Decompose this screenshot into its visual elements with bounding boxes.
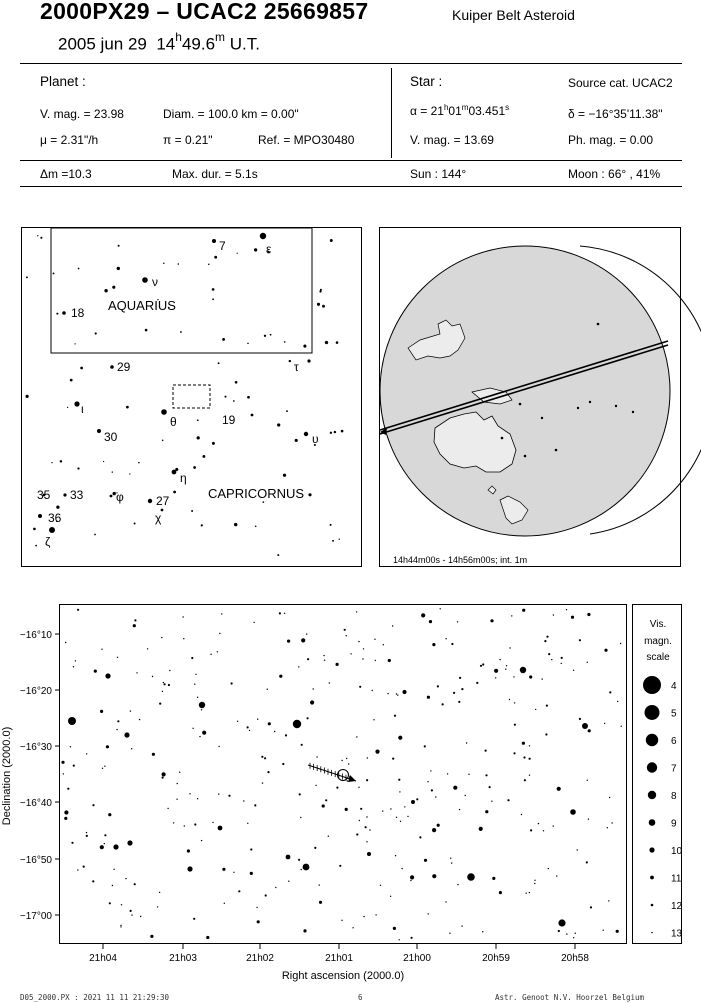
scale-title-line3: scale xyxy=(646,652,670,663)
background-star xyxy=(336,341,339,344)
scale-title-line2: magn. xyxy=(644,636,672,647)
background-star xyxy=(289,360,291,362)
ra-m-unit: m xyxy=(461,103,469,112)
named-star-label: θ xyxy=(170,415,177,429)
planet-parallax: π = 0.21" xyxy=(163,133,213,147)
background-star xyxy=(224,396,226,398)
background-star xyxy=(197,436,200,439)
island xyxy=(541,417,543,419)
background-star xyxy=(118,245,120,247)
scale-rows xyxy=(643,676,683,940)
named-star-label: 7 xyxy=(219,239,226,253)
named-star-dot xyxy=(38,514,42,518)
dec-tick-label: −16°50 xyxy=(19,855,52,866)
footer-file-info: D05_2000.PX : 2021 11 11 21:29:30 xyxy=(20,993,170,1002)
background-star xyxy=(129,473,130,474)
island xyxy=(501,437,504,440)
background-star xyxy=(212,298,214,300)
background-star xyxy=(330,239,333,242)
aquarius-inset-box xyxy=(51,228,312,353)
background-star xyxy=(325,341,328,344)
named-star-label: 36 xyxy=(48,511,62,525)
background-star xyxy=(53,272,55,274)
background-star xyxy=(51,462,52,463)
footer-organization: Astr. Genoot N.V. Hoorzel Belgium xyxy=(495,993,645,1002)
named-star-dot xyxy=(110,365,114,369)
island xyxy=(615,405,617,407)
sun-elongation: Sun : 144° xyxy=(410,167,467,181)
constellation-map xyxy=(21,227,362,567)
background-star xyxy=(319,290,321,292)
background-star xyxy=(67,407,68,408)
ra-axis-label: Right ascension (2000.0) xyxy=(281,970,405,982)
planet-diameter: Diam. = 100.0 km = 0.00" xyxy=(163,107,299,121)
hour-unit: h xyxy=(175,30,182,44)
background-star xyxy=(202,455,205,458)
ra-h-unit: h xyxy=(443,103,449,112)
scale-mag-label: 13 xyxy=(671,928,683,940)
scale-star-dot xyxy=(650,876,654,880)
background-star xyxy=(33,528,36,531)
background-star xyxy=(178,263,180,265)
scale-mag-label: 6 xyxy=(671,736,677,747)
named-star-dot xyxy=(97,429,101,433)
background-star xyxy=(126,406,129,409)
planet-vmag: V. mag. = 23.98 xyxy=(40,107,124,121)
named-star-dot xyxy=(260,233,266,239)
named-star-label: χ xyxy=(155,511,162,525)
star-phmag: Ph. mag. = 0.00 xyxy=(568,133,654,147)
header-divider-vertical xyxy=(391,68,392,158)
named-star-label: ν xyxy=(152,275,158,289)
background-star xyxy=(214,256,217,259)
background-star xyxy=(222,338,225,341)
background-star xyxy=(254,248,257,251)
ra-prefix: α = 21 xyxy=(410,104,444,118)
background-star xyxy=(208,263,210,265)
background-star xyxy=(235,381,238,384)
background-star xyxy=(237,253,238,254)
background-star xyxy=(212,442,215,445)
dec-axis-ticks xyxy=(20,630,59,922)
header-divider-top xyxy=(20,63,682,64)
named-star-dot xyxy=(251,414,254,417)
star-source-catalog: Source cat. UCAC2 xyxy=(568,76,673,90)
background-star xyxy=(233,400,235,402)
moon-info: Moon : 66° , 41% xyxy=(568,167,661,181)
background-star xyxy=(80,367,83,370)
footer-page-number: 6 xyxy=(358,993,363,1002)
background-star xyxy=(234,523,237,526)
background-star xyxy=(334,431,336,433)
scale-star-dot xyxy=(648,791,656,799)
island xyxy=(632,411,634,413)
background-star xyxy=(308,493,311,496)
named-star-label: υ xyxy=(312,432,319,446)
background-star xyxy=(37,235,38,236)
background-star xyxy=(277,423,280,426)
scale-star-dot xyxy=(651,904,654,907)
named-star-label: ε xyxy=(266,242,272,256)
named-star-dot xyxy=(62,311,66,315)
ra-tick-label: 21h00 xyxy=(403,953,431,964)
event-date: 2005 jun 29 xyxy=(58,34,147,54)
background-star xyxy=(330,432,332,434)
background-star xyxy=(262,501,264,503)
scale-star-dot xyxy=(645,705,660,720)
named-star-label: τ xyxy=(294,360,299,374)
globe-time-caption: 14h44m00s - 14h56m00s; int. 1m xyxy=(393,555,528,565)
scale-mag-label: 9 xyxy=(671,818,677,830)
named-star-dot xyxy=(212,239,216,243)
aquarius-label: AQUARIUS xyxy=(108,298,176,313)
star-heading: Star : xyxy=(410,74,443,89)
background-star xyxy=(264,335,266,337)
background-star xyxy=(212,288,215,291)
constellation-map-svg xyxy=(22,228,361,566)
scale-mag-label: 7 xyxy=(671,763,677,775)
ra-tick-label: 21h02 xyxy=(246,953,274,964)
background-star xyxy=(283,474,286,477)
minute-unit: m xyxy=(215,30,226,44)
named-star-label: 29 xyxy=(117,360,131,374)
capricornus-label: CAPRICORNUS xyxy=(208,486,305,501)
background-star xyxy=(330,524,332,526)
background-star xyxy=(317,303,320,306)
background-star xyxy=(26,395,29,398)
background-star xyxy=(303,345,306,348)
star-right-ascension xyxy=(410,104,509,118)
island xyxy=(577,407,579,409)
dec-tick-label: −16°10 xyxy=(19,630,52,641)
dec-tick-label: −16°40 xyxy=(19,798,52,809)
background-star xyxy=(247,396,250,399)
named-star-dot xyxy=(148,499,152,503)
ra-tick-label: 20h58 xyxy=(561,953,589,964)
ra-tick-label: 21h04 xyxy=(89,953,117,964)
background-star xyxy=(277,554,279,556)
planet-heading: Planet : xyxy=(40,74,86,89)
background-star xyxy=(112,471,113,472)
background-star xyxy=(270,334,272,336)
named-star-label: ι xyxy=(81,402,84,416)
background-star xyxy=(162,440,164,442)
background-star xyxy=(145,329,148,332)
ra-tick-label: 20h59 xyxy=(482,953,510,964)
globe-svg xyxy=(380,228,680,566)
scale-star-dot xyxy=(651,932,653,934)
named-star-label: ζ xyxy=(45,535,51,549)
scale-mag-label: 5 xyxy=(671,708,677,720)
scale-mag-label: 10 xyxy=(671,846,683,857)
background-star xyxy=(117,267,120,270)
background-star xyxy=(284,341,286,343)
magnitude-scale-legend xyxy=(632,604,682,944)
background-star xyxy=(95,332,97,334)
named-star-dot xyxy=(142,277,148,283)
max-duration: Max. dur. = 5.1s xyxy=(172,167,258,181)
background-star xyxy=(40,237,42,239)
object-type: Kuiper Belt Asteroid xyxy=(452,7,575,23)
named-star-label: 19 xyxy=(222,413,236,427)
named-star-dot xyxy=(110,495,113,498)
ra-minutes: 01 xyxy=(448,104,462,118)
named-star-label: η xyxy=(180,471,187,485)
background-star xyxy=(218,362,220,364)
scale-star-dot xyxy=(643,676,661,694)
background-star xyxy=(77,467,79,469)
named-stars xyxy=(37,233,319,549)
background-star xyxy=(332,540,334,542)
dec-tick-label: −16°20 xyxy=(19,686,52,697)
background-star xyxy=(26,276,28,278)
dec-tick-label: −16°30 xyxy=(19,742,52,753)
background-star xyxy=(134,523,136,525)
field-of-view-box xyxy=(173,385,210,408)
named-star-dot xyxy=(307,359,310,362)
scale-star-dot xyxy=(649,819,656,826)
scale-star-dot xyxy=(646,734,658,746)
scale-mag-label: 8 xyxy=(671,791,677,802)
background-star xyxy=(74,343,75,344)
background-star xyxy=(180,331,182,333)
island xyxy=(519,403,522,406)
planet-reference: Ref. = MPO30480 xyxy=(258,133,355,147)
background-star xyxy=(193,466,196,469)
globe-panel xyxy=(379,227,681,567)
background-star xyxy=(191,510,193,512)
antarctica-landmass xyxy=(620,528,680,566)
background-star xyxy=(78,268,80,270)
named-star-label: 35 xyxy=(37,488,51,502)
named-star-label: φ xyxy=(116,490,124,504)
named-star-dot xyxy=(63,493,66,496)
ra-tick-label: 21h03 xyxy=(169,953,197,964)
background-star xyxy=(341,430,344,433)
earth-globe xyxy=(380,246,670,536)
magnitude-scale-svg xyxy=(633,605,681,943)
named-star-label: 33 xyxy=(70,488,84,502)
background-stars xyxy=(26,235,344,556)
background-star xyxy=(138,462,140,464)
star-vmag: V. mag. = 13.69 xyxy=(410,133,494,147)
island xyxy=(524,455,527,458)
named-star-label: 30 xyxy=(104,430,118,444)
named-star-label: 27 xyxy=(156,494,170,508)
delta-magnitude: Δm =10.3 xyxy=(40,167,92,181)
header-divider-mid xyxy=(20,160,682,161)
ra-seconds: 03.451 xyxy=(468,104,506,118)
background-star xyxy=(173,491,176,494)
event-minute: 49.6 xyxy=(181,34,216,54)
background-star xyxy=(339,539,340,540)
star-field-axes xyxy=(0,604,701,1003)
ra-tick-label: 21h01 xyxy=(325,953,353,964)
scale-title-line1: Vis. xyxy=(649,619,667,630)
scale-mag-label: 4 xyxy=(671,681,677,692)
planet-motion: μ = 2.31"/h xyxy=(40,133,99,147)
background-star xyxy=(201,524,203,526)
background-star xyxy=(295,439,298,442)
named-star-dot xyxy=(161,409,167,415)
background-star xyxy=(197,419,199,421)
background-star xyxy=(112,286,115,289)
background-star xyxy=(94,534,96,536)
scale-mag-label: 11 xyxy=(671,873,682,885)
named-star-dot xyxy=(74,401,79,406)
time-suffix: U.T. xyxy=(229,34,260,54)
scale-star-dot xyxy=(649,847,654,852)
scale-star-dot xyxy=(647,762,657,772)
background-star xyxy=(255,526,257,528)
header-divider-bottom xyxy=(20,186,682,187)
named-star-dot xyxy=(304,432,308,436)
background-star xyxy=(247,343,249,345)
background-star xyxy=(322,305,325,308)
dec-axis-label: Declination (2000.0) xyxy=(1,726,13,826)
star-declination: δ = −16°35'11.38" xyxy=(568,107,663,121)
background-star xyxy=(60,460,62,462)
island xyxy=(597,323,600,326)
background-star xyxy=(35,545,37,547)
background-star xyxy=(56,506,59,509)
background-star xyxy=(104,289,107,292)
event-datetime xyxy=(58,32,260,55)
named-star-label: 18 xyxy=(71,306,85,320)
scale-mag-label: 12 xyxy=(671,901,683,912)
background-star xyxy=(103,461,104,462)
island xyxy=(555,449,558,452)
background-star xyxy=(163,262,164,263)
named-star-dot xyxy=(49,527,55,533)
page-title: 2000PX29 – UCAC2 25669857 xyxy=(40,0,369,24)
background-star xyxy=(70,379,73,382)
background-star xyxy=(286,410,288,412)
island xyxy=(589,401,591,403)
background-star xyxy=(56,313,58,315)
named-star-dot xyxy=(172,470,177,475)
dec-tick-label: −17°00 xyxy=(19,911,52,922)
ra-axis-ticks xyxy=(89,944,589,964)
event-hour: 14 xyxy=(156,34,176,54)
ra-s-unit: s xyxy=(505,103,510,112)
